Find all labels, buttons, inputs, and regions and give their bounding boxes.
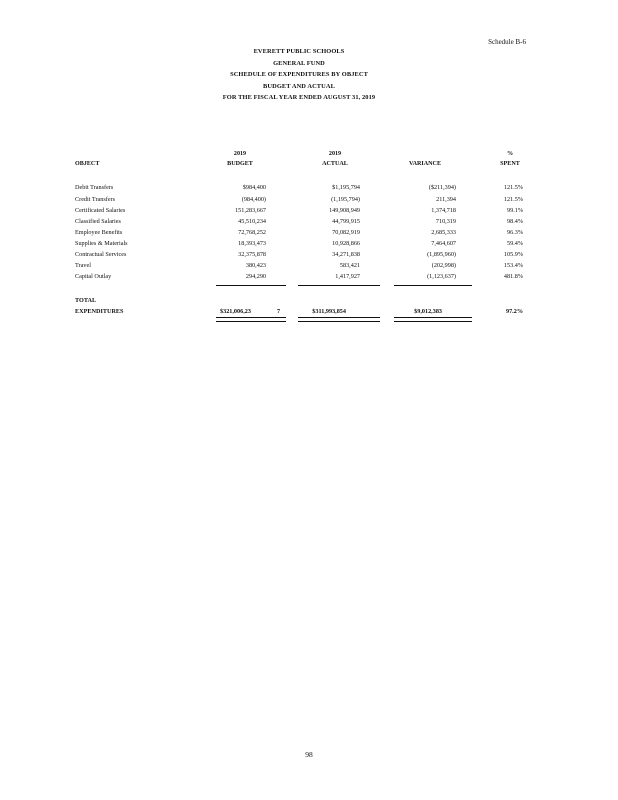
row-budget: (984,400) [241,196,266,203]
row-actual: $1,195,794 [332,184,360,191]
header-schedule-title: SCHEDULE OF EXPENDITURES BY OBJECT [230,71,368,78]
header-budget-actual: BUDGET AND ACTUAL [263,83,335,90]
row-budget: 72,768,252 [238,229,266,236]
row-pct-spent: 98.4% [507,218,523,225]
total-budget: $321,006,23 [220,308,251,315]
total-label-line2: EXPENDITURES [75,308,124,315]
total-budget-tail: 7 [277,308,281,315]
row-budget: 18,393,473 [238,240,266,247]
row-variance: 7,464,607 [431,240,456,247]
total-label-line1: TOTAL [75,297,97,304]
total-pct-spent: 97.2% [505,308,523,315]
col-actual: ACTUAL [322,161,348,167]
row-variance: 211,394 [436,196,456,203]
variance-total-double-rule [394,317,472,322]
row-budget: 32,375,878 [238,251,266,258]
col-actual-year: 2019 [328,151,342,157]
schedule-label: Schedule B-6 [488,38,526,46]
row-budget: 380,423 [245,262,266,269]
col-budget: BUDGET [227,161,253,167]
total-variance: $9,012,383 [414,308,442,315]
row-object: Travel [75,262,91,269]
row-budget: $984,400 [242,184,266,191]
row-pct-spent: 96.3% [507,229,523,236]
row-pct-spent: 99.1% [507,207,523,214]
variance-subtotal-rule [394,285,472,286]
row-variance: 1,374,718 [431,207,456,214]
row-actual: 34,271,838 [332,251,360,258]
row-pct-spent: 121.5% [503,184,523,191]
row-actual: 44,799,915 [332,218,360,225]
header-fund: GENERAL FUND [273,60,325,67]
row-pct-spent: 121.5% [503,196,523,203]
row-object: Capital Outlay [75,273,112,280]
row-pct-spent: 59.4% [507,240,523,247]
row-actual: 583,421 [339,262,360,269]
col-object: OBJECT [75,161,100,167]
row-variance: 710,319 [435,218,456,225]
row-actual: (1,195,794) [331,196,360,203]
row-actual: 10,928,866 [332,240,360,247]
row-actual: 1,417,927 [335,273,360,280]
budget-total-double-rule [216,317,286,322]
page-number: 98 [305,750,313,759]
row-pct-spent: 105.9% [503,251,523,258]
header-period: FOR THE FISCAL YEAR ENDED AUGUST 31, 2019 [222,94,376,101]
col-budget-year: 2019 [233,151,247,157]
header-district: EVERETT PUBLIC SCHOOLS [253,48,345,55]
row-object: Employee Benefits [75,229,123,236]
row-object: Classified Salaries [75,218,121,225]
row-variance: (1,895,960) [427,251,456,258]
col-variance: VARIANCE [408,161,442,167]
actual-total-double-rule [298,317,380,322]
row-variance: 2,685,333 [431,229,456,236]
col-spent: SPENT [500,161,520,167]
row-object: Debit Transfers [75,184,114,191]
row-budget: 294,290 [245,273,266,280]
row-variance: (202,998) [431,262,456,269]
row-variance: ($211,394) [428,184,456,191]
budget-subtotal-rule [216,285,286,286]
row-budget: 151,283,667 [235,207,266,214]
col-pct-symbol: % [506,151,514,157]
row-pct-spent: 481.8% [503,273,523,280]
row-actual: 149,908,949 [329,207,360,214]
row-object: Supplies & Materials [75,240,128,247]
row-object: Contractual Services [75,251,127,258]
actual-subtotal-rule [298,285,380,286]
row-actual: 70,082,919 [332,229,360,236]
total-actual: $311,993,854 [312,308,346,315]
row-variance: (1,123,637) [427,273,456,280]
row-pct-spent: 153.4% [503,262,523,269]
row-budget: 45,510,234 [238,218,266,225]
row-object: Credit Transfers [75,196,116,203]
row-object: Certificated Salaries [75,207,126,214]
